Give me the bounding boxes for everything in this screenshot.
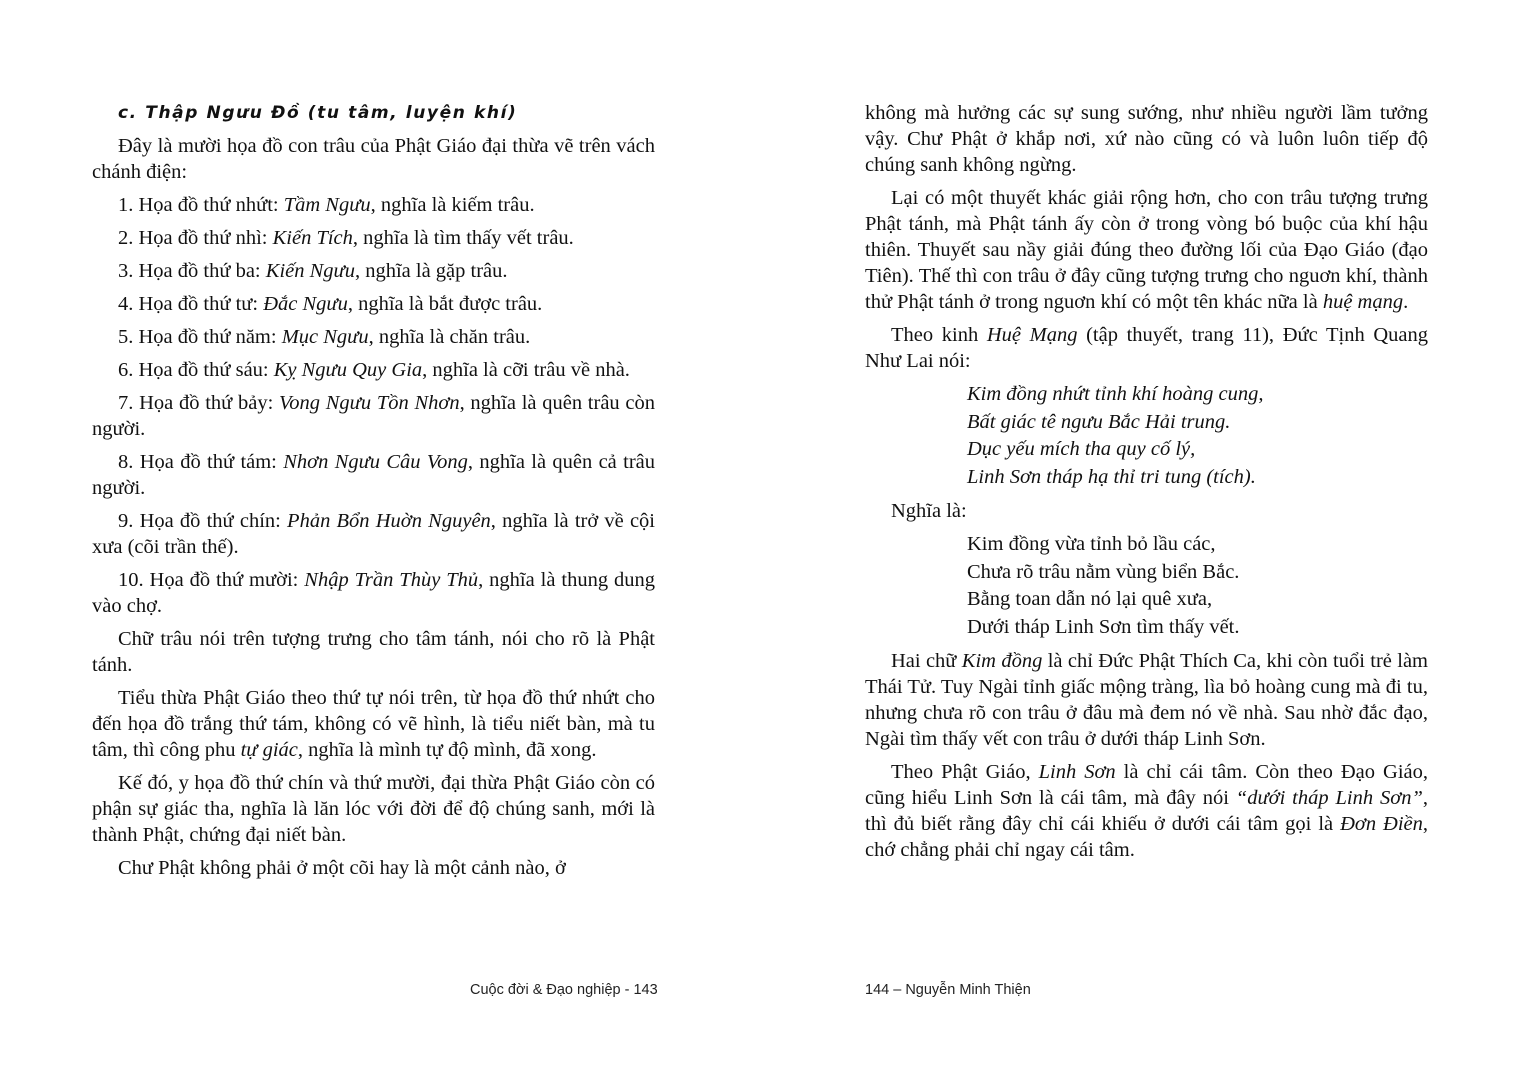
body-paragraph: Theo Phật Giáo, Linh Sơn là chỉ cái tâm. Còn theo Đạo Giáo, cũng hiểu Linh Sơn là cái tâm, mà đây nói “dưới tháp Linh Sơn”, thì đủ biết rằng đây chỉ cái khiếu ở dưới cái tâm gọi là Đơn Điền, chớ chẳng phải chỉ ngay cái tâm. (865, 761, 1428, 861)
verse-line: Chưa rõ trâu nằm vùng biển Bắc. (967, 560, 1240, 583)
body-paragraph: Chư Phật không phải ở một cõi hay là một cảnh nào, ở (118, 857, 566, 879)
verse-line: Kim đồng nhứt tỉnh khí hoàng cung, (967, 383, 1264, 405)
list-item: 1. Họa đồ thứ nhứt: Tầm Ngưu, nghĩa là kiếm trâu. (118, 194, 535, 216)
left-page-text (92, 100, 655, 888)
section-heading: c. Thập Ngưu Đồ (tu tâm, luyện khí) (118, 103, 518, 123)
list-item: 10. Họa đồ thứ mười: Nhập Trần Thùy Thủ, nghĩa là thung dung vào chợ. (92, 569, 655, 617)
verse-line: Dưới tháp Linh Sơn tìm thấy vết. (967, 615, 1240, 638)
list-item: 8. Họa đồ thứ tám: Nhơn Ngưu Câu Vong, nghĩa là quên cả trâu người. (92, 451, 655, 499)
list-item: 7. Họa đồ thứ bảy: Vong Ngưu Tồn Nhơn, nghĩa là quên trâu còn người. (92, 392, 655, 440)
body-paragraph: Tiểu thừa Phật Giáo theo thứ tự nói trên, từ họa đồ thứ nhứt cho đến họa đồ trắng thứ tám, không có vẽ hình, là tiểu niết bàn, mà tu tâm, thì công phu tự giác, nghĩa là mình tự độ mình, đã xong. (92, 687, 655, 761)
body-paragraph: không mà hưởng các sự sung sướng, như nhiều người lầm tưởng vậy. Chư Phật ở khắp nơi, xứ nào cũng có và luôn luôn tiếp độ chúng sanh không ngừng. (865, 102, 1428, 176)
verse-line: Kim đồng vừa tỉnh bỏ lầu các, (967, 533, 1216, 555)
body-paragraph: Lại có một thuyết khác giải rộng hơn, cho con trâu tượng trưng Phật tánh, mà Phật tánh ấy còn ở trong vòng bó buộc của khí hậu thiên. Thuyết sau nầy giải đúng theo đường lối của Đạo Giáo (đạo Tiên). Thế thì con trâu ở đây cũng tượng trưng cho nguơn khí, thành thử Phật tánh ở trong nguơn khí có một tên khác nữa là huệ mạng. (865, 187, 1428, 313)
verse-translation (967, 531, 1428, 641)
list-item: 9. Họa đồ thứ chín: Phản Bổn Huờn Nguyên, nghĩa là trở về cội xưa (cõi trần thế). (92, 510, 655, 558)
left-page-footer: Cuộc đời & Đạo nghiệp - 143 (470, 982, 658, 998)
verse-line: Bằng toan dẫn nó lại quê xưa, (967, 588, 1213, 610)
verse-label: Nghĩa là: (891, 500, 967, 522)
verse-line: Dục yếu mích tha quy cố lý, (967, 438, 1196, 460)
body-paragraph: Kế đó, y họa đồ thứ chín và thứ mười, đại thừa Phật Giáo còn có phận sự giác tha, nghĩa là lăn lóc với đời để độ chúng sanh, mới là thành Phật, chứng đại niết bàn. (92, 772, 655, 846)
intro-paragraph: Đây là mười họa đồ con trâu của Phật Giáo đại thừa vẽ trên vách chánh điện: (92, 135, 655, 183)
list-item: 3. Họa đồ thứ ba: Kiến Ngưu, nghĩa là gặp trâu. (118, 260, 508, 282)
body-paragraph: Hai chữ Kim đồng là chỉ Đức Phật Thích Ca, khi còn tuổi trẻ làm Thái Tử. Tuy Ngài tỉnh giấc mộng tràng, lìa bỏ hoàng cung mà đi tu, nhưng chưa rõ con trâu ở đâu mà đem nó về nhà. Sau nhờ đắc đạo, Ngài tìm thấy vết con trâu ở dưới tháp Linh Sơn. (865, 650, 1428, 750)
verse-line: Linh Sơn tháp hạ thỉ tri tung (tích). (967, 465, 1256, 488)
list-item: 6. Họa đồ thứ sáu: Kỵ Ngưu Quy Gia, nghĩa là cỡi trâu về nhà. (118, 359, 630, 381)
right-page-footer: 144 – Nguyễn Minh Thiện (865, 982, 1031, 998)
list-item: 5. Họa đồ thứ năm: Mục Ngưu, nghĩa là chăn trâu. (118, 326, 531, 348)
body-paragraph: Chữ trâu nói trên tượng trưng cho tâm tánh, nói cho rõ là Phật tánh. (92, 628, 655, 676)
verse-line: Bất giác tê ngưu Bắc Hải trung. (967, 410, 1231, 433)
list-item: 2. Họa đồ thứ nhì: Kiến Tích, nghĩa là tìm thấy vết trâu. (118, 227, 574, 249)
list-item: 4. Họa đồ thứ tư: Đắc Ngưu, nghĩa là bắt được trâu. (118, 293, 543, 315)
right-page-text (865, 100, 1428, 870)
body-paragraph: Theo kinh Huệ Mạng (tập thuyết, trang 11), Đức Tịnh Quang Như Lai nói: (865, 324, 1428, 372)
verse-chinese (967, 381, 1428, 491)
